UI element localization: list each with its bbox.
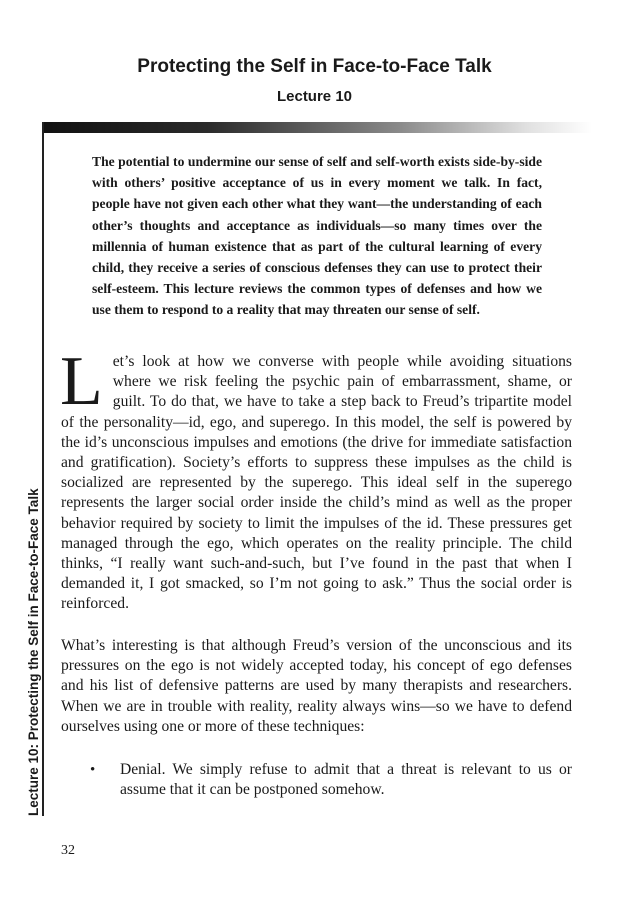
list-item (90, 760, 572, 800)
lecture-summary: The potential to undermine our sense of self and self-worth exists side-by-side with others’ positive acceptance of us in every moment we talk. In fact, people have not given each other what they want—the understanding of each other’s thoughts and acceptance as individuals—so many times over the millennia of human existence that as part of the cultural learning of every child, they receive a series of conscious defenses they can use to protect their self-esteem. This lecture reviews the common types of defenses and how we use them to respond to a reality that may threaten our sense of self. (92, 154, 542, 318)
header-gradient-rule (42, 122, 592, 133)
defense-list (90, 760, 572, 800)
drop-cap: L (60, 343, 103, 420)
lecture-number: Lecture 10 (276, 88, 353, 105)
bullet-icon: • (90, 762, 96, 778)
page-title: Protecting the Self in Face-to-Face Talk (137, 56, 492, 77)
running-side-label: Lecture 10: Protecting the Self in Face-to-Face Talk (26, 488, 41, 816)
body-paragraph-2: What’s interesting is that although Freud’s version of the unconscious and its pressures on the ego is not widely accepted today, his concept of ego defenses and his list of defensive patterns are used by many therapists and researchers. When we are in trouble with reality, reality always wins—so we have to defend ourselves using one or more of these techniques: (61, 637, 572, 735)
list-item-text: Denial. We simply refuse to admit that a threat is relevant to us or assume that it can be postponed somehow. (120, 761, 572, 799)
page-number: 32 (61, 843, 75, 858)
body-paragraph-1 (60, 343, 572, 615)
paragraph-1-text: et’s look at how we converse with people while avoiding situations where we risk feeling the psychic pain of embarrassment, shame, or guilt. To do that, we have to take a step back to Freud’s tripartite model of the personality—id, ego, and superego. In this model, the self is powered by the id’s unconscious impulses and emotions (the drive for immediate satisfaction and gratification). Society’s efforts to suppress these impulses as the child is socialized are represented by the superego. This ideal self in the superego represents the larger social order inside the child’s mind as well as the proper behavior required by society to limit the impulses of the id. These pressures get managed through the ego, which operates on the reality principle. The child thinks, “I really want such-and-such, but I’ve found in the past that when I demanded it, I got smacked, so I’m not going to ask.” Thus the social order is reinforced. (61, 353, 572, 613)
margin-rule (42, 122, 44, 816)
